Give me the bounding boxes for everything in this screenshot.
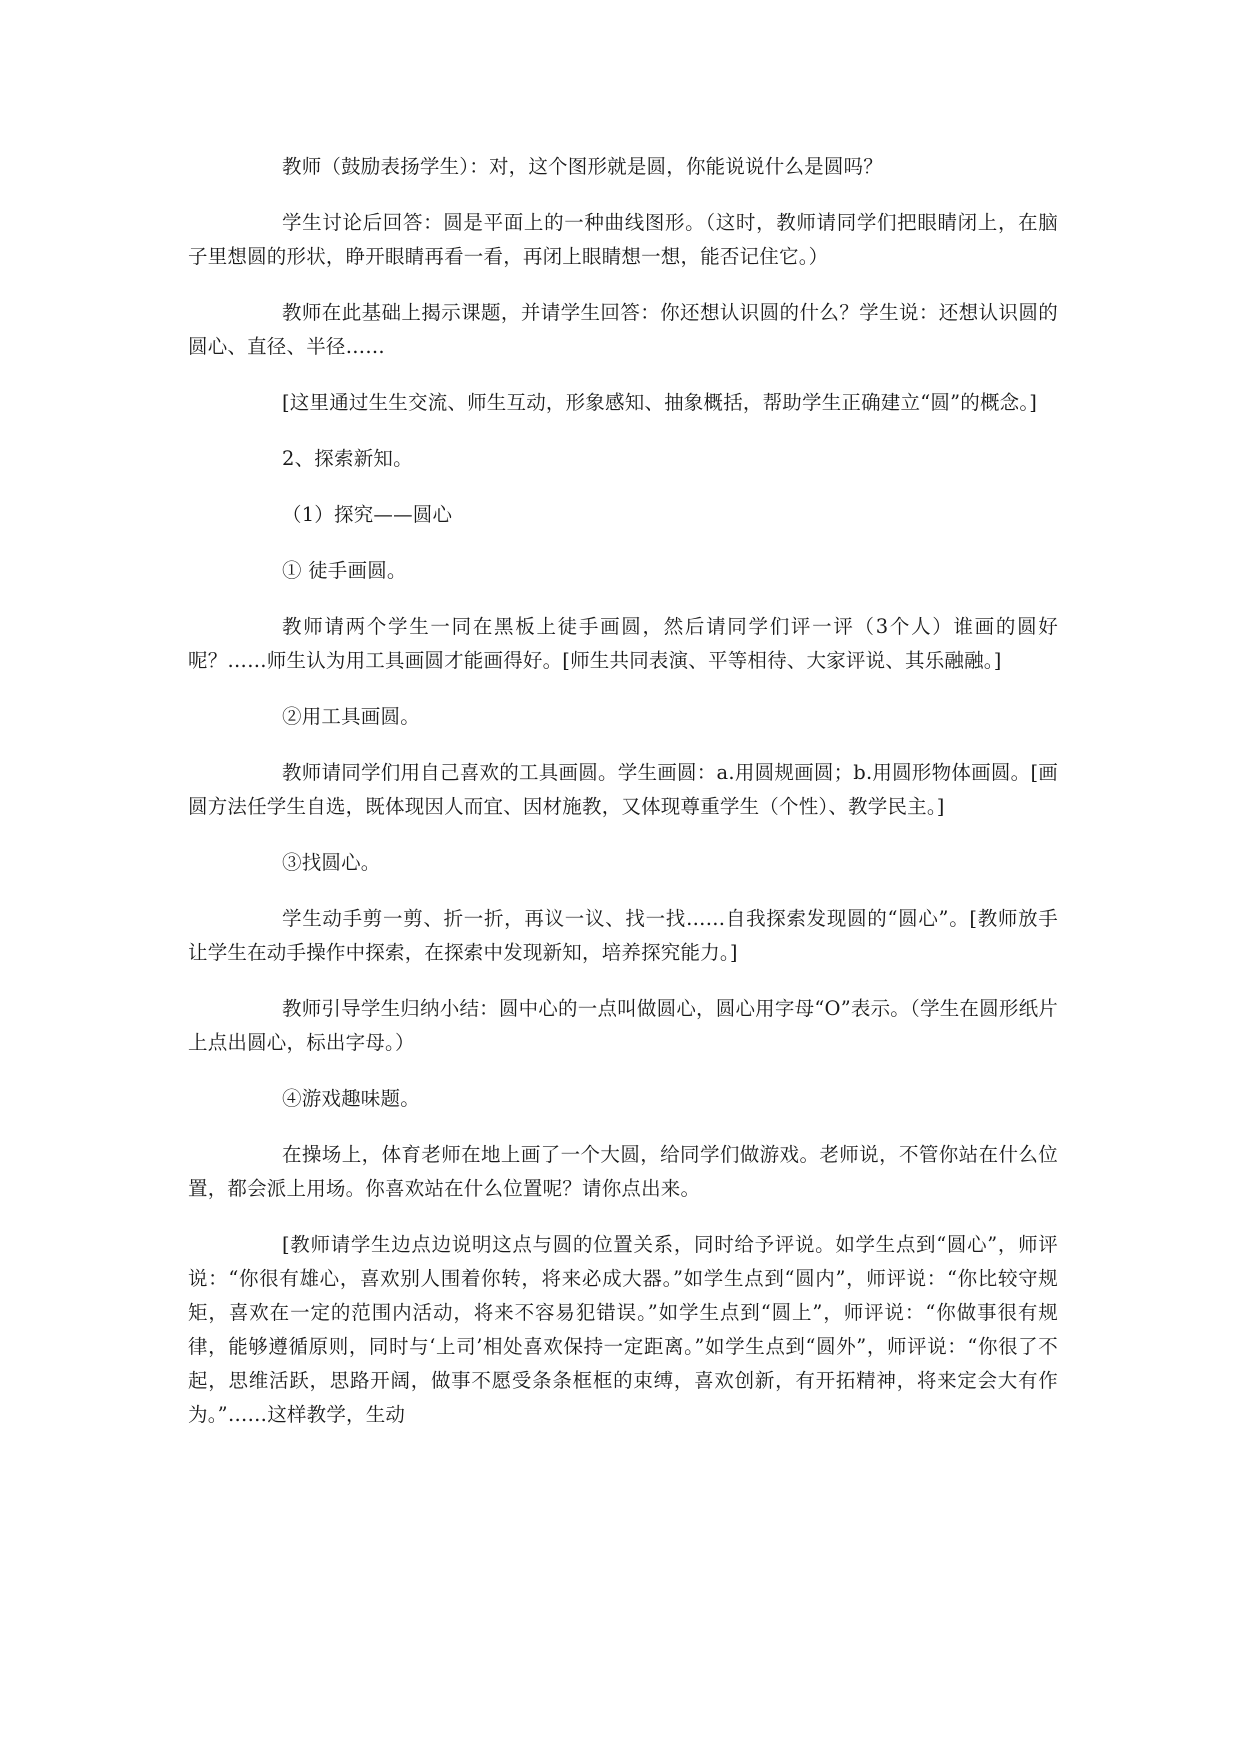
document-page [188,150,1058,1432]
heading-game-question: ④游戏趣味题。 [282,1087,420,1110]
paragraph-reveal-topic: 教师在此基础上揭示课题，并请学生回答：你还想认识圆的什么？学生说：还想认识圆的圆心、直径、半径…… [188,301,1058,358]
heading-find-center: ③找圆心。 [282,851,381,874]
paragraph-game-description: 在操场上，体育老师在地上画了一个大圆，给同学们做游戏。老师说，不管你站在什么位置，都会派上用场。你喜欢站在什么位置呢？请你点出来。 [188,1143,1058,1200]
heading-freehand-circle: ① 徒手画圆。 [282,559,407,582]
paragraph-commentary-concept: [这里通过生生交流、师生互动，形象感知、抽象概括，帮助学生正确建立“圆”的概念。] [282,391,1038,414]
paragraph-teacher-praise: 教师（鼓励表扬学生）：对，这个图形就是圆，你能说说什么是圆吗？ [282,155,883,178]
paragraph-student-answer: 学生讨论后回答：圆是平面上的一种曲线图形。（这时，教师请同学们把眼睛闭上，在脑子里想圆的形状，睁开眼睛再看一看，再闭上眼睛想一想，能否记住它。） [188,211,1058,268]
paragraph-summary: 教师引导学生归纳小结：圆中心的一点叫做圆心，圆心用字母“O”表示。（学生在圆形纸片上点出圆心，标出字母。） [188,997,1058,1054]
heading-tool-circle: ②用工具画圆。 [282,705,420,728]
heading-explore-new: 2、探索新知。 [282,447,413,470]
paragraph-game-commentary: [教师请学生边点边说明这点与圆的位置关系，同时给予评说。如学生点到“圆心”，师评说：“你很有雄心，喜欢别人围着你转，将来必成大器。”如学生点到“圆内”，师评说：“你比较守规矩，喜欢在一定的范围内活动，将来不容易犯错误。”如学生点到“圆上”，师评说：“你做事很有规律，能够遵循原则，同时与‘上司’相处喜欢保持一定距离。”如学生点到“圆外”，师评说：“你很了不起，思维活跃，思路开阔，做事不愿受条条框框的束缚，喜欢创新，有开拓精神，将来定会大有作为。”……这样教学，生动 [188,1233,1058,1426]
paragraph-find-center-activity: 学生动手剪一剪、折一折，再议一议、找一找……自我探索发现圆的“圆心”。[教师放手让学生在动手操作中探索，在探索中发现新知，培养探究能力。] [188,907,1058,964]
paragraph-tool-activity: 教师请同学们用自己喜欢的工具画圆。学生画圆：a.用圆规画圆；b.用圆形物体画圆。[画圆方法任学生自选，既体现因人而宜、因材施教，又体现尊重学生（个性）、教学民主。] [188,761,1058,818]
heading-explore-center: （1）探究——圆心 [282,503,453,526]
paragraph-freehand-activity: 教师请两个学生一同在黑板上徒手画圆，然后请同学们评一评（3个人）谁画的圆好呢？……师生认为用工具画圆才能画得好。[师生共同表演、平等相待、大家评说、其乐融融。] [188,615,1058,672]
